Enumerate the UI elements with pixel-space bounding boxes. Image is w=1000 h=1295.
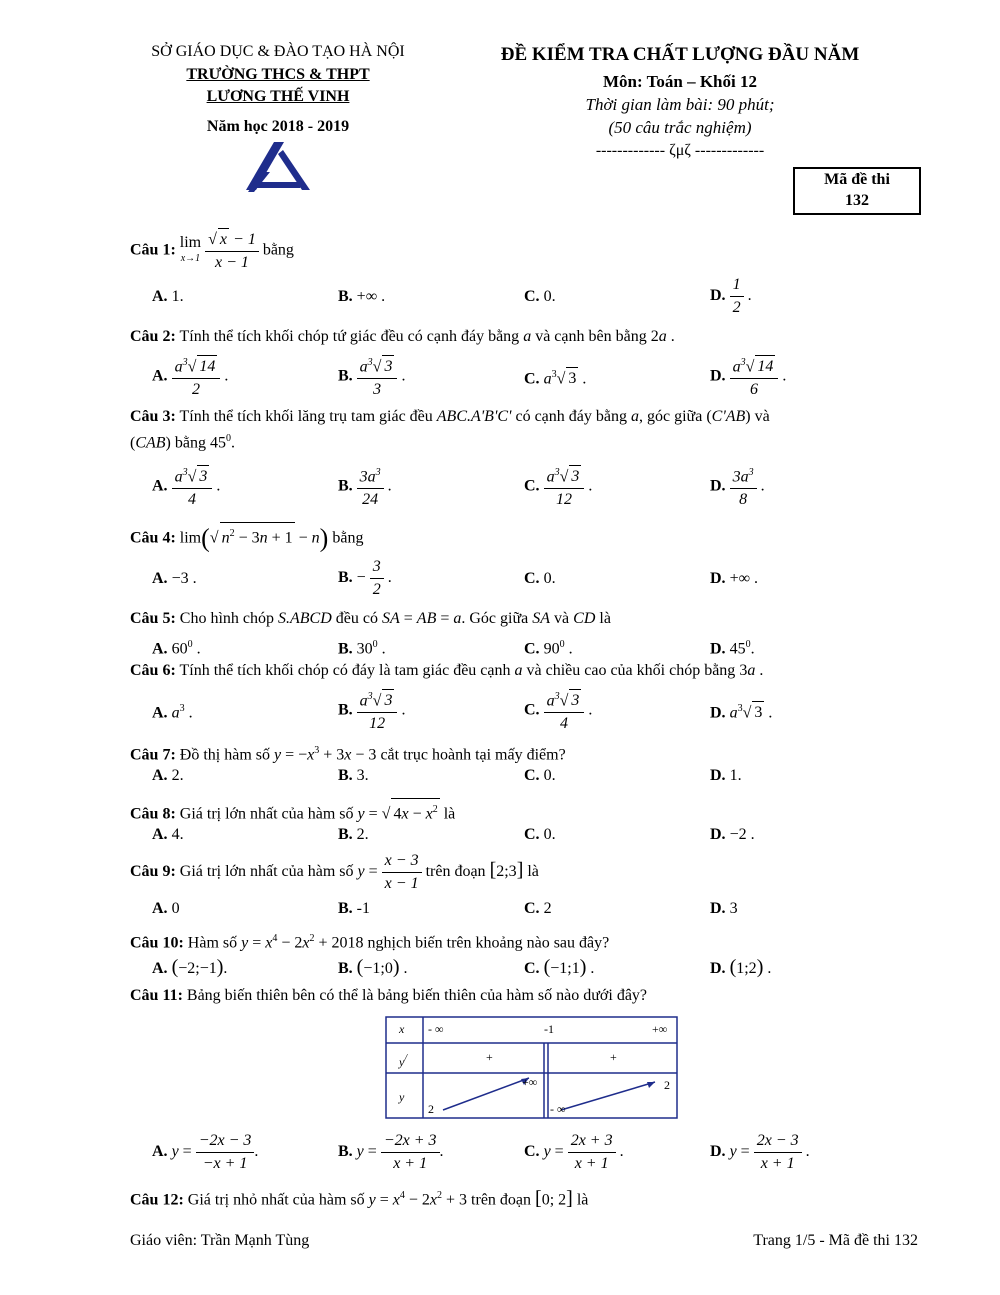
q3-option-b: B. $\frac{3a^3}{24}$ . bbox=[338, 462, 392, 511]
q6-option-b: B. $\frac{a^3√ 3}{12}$ . bbox=[338, 686, 405, 735]
exam-time: Thời gian làm bài: 90 phút; bbox=[585, 95, 775, 114]
q5-option-d: D. $45^0$. bbox=[710, 639, 755, 658]
q6-option-a: A. $a^3$ . bbox=[152, 703, 193, 722]
q2-option-b: B. $\frac{a^3√ 3}{3}$ . bbox=[338, 352, 405, 401]
question-4: Câu 4: lim(√ $n^2 - 3n + 1 - n$) bằng bbox=[130, 523, 364, 553]
q3-option-c: C. $\frac{a^3√ 3}{12}$ . bbox=[524, 462, 592, 511]
exam-code-box bbox=[793, 167, 921, 215]
footer-teacher: Giáo viên: Trần Mạnh Tùng bbox=[130, 1232, 310, 1249]
q4-option-d: D. +∞ . bbox=[710, 570, 758, 587]
q7-option-a: A. 2. bbox=[152, 767, 184, 784]
q11-option-d: D. y = $\frac{2x - 3}{x + 1}$ . bbox=[710, 1132, 810, 1172]
q9-option-d: D. 3 bbox=[710, 900, 738, 917]
question-count: (50 câu trắc nghiệm) bbox=[608, 118, 752, 137]
bbt-sign-2: + bbox=[610, 1050, 617, 1064]
question-11: Câu 11: Bảng biến thiên bên có thể là bảng biến thiên của hàm số nào dưới đây? bbox=[130, 987, 648, 1004]
bbt-yprime-label: y/ bbox=[399, 1053, 408, 1069]
q10-option-d: D. (1;2) . bbox=[710, 956, 772, 978]
q4-option-c: C. 0. bbox=[524, 570, 556, 587]
bbt-minus-inf: - ∞ bbox=[428, 1022, 444, 1036]
bbt-minus-one: -1 bbox=[544, 1022, 554, 1036]
bbt-x-label: x bbox=[399, 1022, 405, 1036]
school-year: Năm học 2018 - 2019 bbox=[206, 118, 350, 135]
question-2: Câu 2: Tính thể tích khối chóp tứ giác đều có cạnh đáy bằng a và cạnh bên bằng 2a . bbox=[130, 328, 675, 345]
header-separator: ------------- ζμζ ------------- bbox=[595, 142, 765, 159]
q10-option-b: B. (−1;0) . bbox=[338, 956, 408, 978]
q5-option-a: A. $60^0$ . bbox=[152, 639, 201, 658]
school-line-2: LƯƠNG THẾ VINH bbox=[206, 88, 350, 105]
q6-option-c: C. $\frac{a^3√ 3}{4}$ . bbox=[524, 686, 592, 735]
q1-label: Câu 1: bbox=[130, 241, 176, 259]
question-12: Câu 12: Giá trị nhỏ nhất của hàm số $y = x^4 - 2x^2 + 3$ trên đoạn [0; 2] là bbox=[130, 1187, 589, 1210]
q9-option-b: B. -1 bbox=[338, 900, 370, 917]
q1-option-c: C. 0. bbox=[524, 288, 556, 305]
q10-option-a: A. (−2;−1). bbox=[152, 956, 228, 978]
q5-option-b: B. $30^0$ . bbox=[338, 639, 386, 658]
q5-option-c: C. $90^0$ . bbox=[524, 639, 573, 658]
increasing-arrow-1 bbox=[443, 1078, 529, 1110]
bbt-right-2: 2 bbox=[664, 1078, 670, 1092]
q11-option-c: C. y = $\frac{2x + 3}{x + 1}$ . bbox=[524, 1132, 624, 1172]
school-line-1: TRƯỜNG THCS & THPT bbox=[186, 66, 370, 83]
bbt-sign-1: + bbox=[486, 1050, 493, 1064]
exam-subject: Môn: Toán – Khối 12 bbox=[603, 72, 757, 91]
question-9: Câu 9: Giá trị lớn nhất của hàm số y = $\frac{x - 3}{x - 1}$ trên đoạn [2;3] là bbox=[130, 852, 539, 892]
question-1 bbox=[130, 228, 920, 274]
bbt-bottom-minus-inf: - ∞ bbox=[550, 1102, 566, 1116]
q3-option-d: D. $\frac{3a^3}{8}$ . bbox=[710, 462, 765, 511]
q8-option-d: D. −2 . bbox=[710, 826, 755, 843]
footer-page: Trang 1/5 - Mã đề thi 132 bbox=[753, 1232, 918, 1249]
exam-code-label: Mã đề thi bbox=[824, 171, 890, 188]
department-name: SỞ GIÁO DỤC & ĐÀO TẠO HÀ NỘI bbox=[151, 43, 405, 60]
q7-option-c: C. 0. bbox=[524, 767, 556, 784]
exam-code-value: 132 bbox=[845, 192, 869, 209]
q11-option-b: B. y = $\frac{-2x + 3}{x + 1}$ . bbox=[338, 1132, 444, 1172]
q10-option-c: C. (−1;1) . bbox=[524, 956, 595, 978]
q2-option-a: A. $\frac{a^3√ 14}{2}$ . bbox=[152, 352, 228, 401]
q6-option-d: D. $a^3√$ 3 . bbox=[710, 698, 772, 724]
bbt-left-2: 2 bbox=[428, 1102, 434, 1116]
q1-lim: lim x→1 bbox=[179, 234, 202, 264]
question-7: Câu 7: Đồ thị hàm số $y = -x^3 + 3x - 3$ cắt trục hoành tại mấy điểm? bbox=[130, 745, 566, 764]
q4-option-b: B. − $\frac{3}{2}$ . bbox=[338, 558, 392, 598]
q7-option-d: D. 1. bbox=[710, 767, 742, 784]
q8-option-b: B. 2. bbox=[338, 826, 369, 843]
q3-option-a: A. $\frac{a^3√ 3}{4}$ . bbox=[152, 462, 220, 511]
q1-tail: bằng bbox=[262, 241, 294, 259]
bbt-y-label: y bbox=[399, 1090, 405, 1104]
q1-fraction: $\frac{√ x - 1}{x - 1}$ bbox=[205, 228, 259, 274]
q1-option-a: A. 1. bbox=[152, 288, 184, 305]
q9-option-a: A. 0 bbox=[152, 900, 180, 917]
school-logo bbox=[244, 140, 312, 194]
q1-option-d: D. $\frac{1}{2}$ . bbox=[710, 276, 752, 316]
q9-option-c: C. 2 bbox=[524, 900, 552, 917]
exam-title: ĐỀ KIỂM TRA CHẤT LƯỢNG ĐẦU NĂM bbox=[500, 44, 860, 65]
increasing-arrow-2 bbox=[561, 1082, 655, 1110]
q4-option-a: A. −3 . bbox=[152, 570, 197, 587]
q8-option-a: A. 4. bbox=[152, 826, 184, 843]
q11-option-a: A. y = $\frac{-2x - 3}{-x + 1}$ . bbox=[152, 1132, 259, 1172]
bbt-plus-inf: +∞ bbox=[652, 1022, 668, 1036]
q8-option-c: C. 0. bbox=[524, 826, 556, 843]
bbt-top-inf: +∞ bbox=[522, 1075, 538, 1089]
q2-option-c: C. $a^3√$ 3 . bbox=[524, 364, 586, 390]
question-6: Câu 6: Tính thể tích khối chóp có đáy là tam giác đều cạnh a và chiều cao của khối chóp bằng 3a . bbox=[130, 662, 764, 679]
question-3: Câu 3: Tính thể tích khối lăng trụ tam giác đều ABC.A'B'C' có cạnh đáy bằng a, góc giữa (C'AB) và (CAB) bằng $45^0$. bbox=[130, 408, 770, 452]
question-10: Câu 10: Hàm số $y = x^4 - 2x^2 + 2018$ nghịch biến trên khoảng nào sau đây? bbox=[130, 933, 610, 952]
q2-option-d: D. $\frac{a^3√ 14}{6}$ . bbox=[710, 352, 786, 401]
q1-option-b: B. +∞ . bbox=[338, 288, 386, 305]
q7-option-b: B. 3. bbox=[338, 767, 369, 784]
question-8: Câu 8: Giá trị lớn nhất của hàm số y = √ $4x - x^2$ là bbox=[130, 798, 920, 825]
question-5: Câu 5: Cho hình chóp S.ABCD đều có SA = AB = a. Góc giữa SA và CD là bbox=[130, 610, 611, 627]
